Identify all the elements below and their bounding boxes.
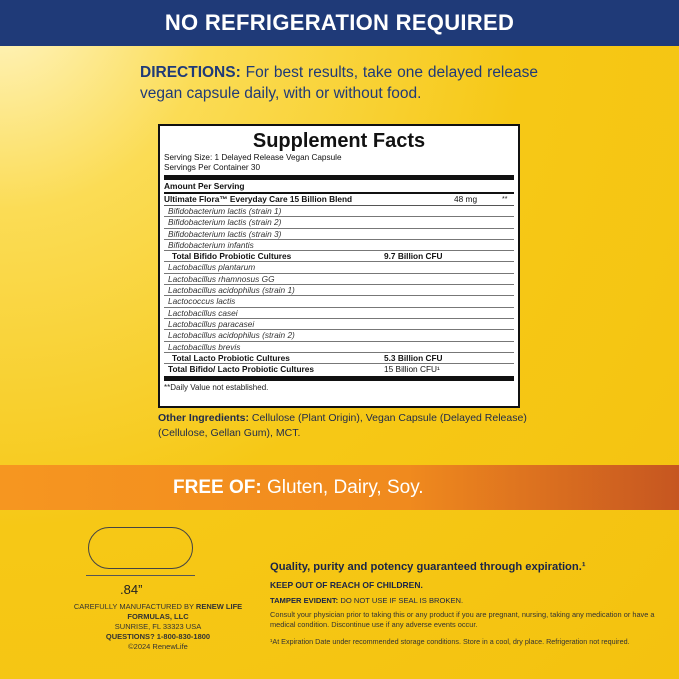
ingredient-row: Lactococcus lactis: [164, 296, 514, 307]
free-of-text: [173, 477, 424, 499]
capsule-outline-icon: [88, 527, 193, 569]
ingredient-row: Lactobacillus paracasei: [164, 319, 514, 330]
manufacturer-line-4: ©2024 RenewLife: [128, 642, 188, 651]
blend-amount: 48 mg: [454, 194, 478, 204]
manufacturer-line-2: SUNRISE, FL 33323 USA: [114, 622, 202, 631]
free-of-banner: [0, 465, 679, 510]
manufacturer-line-3: QUESTIONS? 1-800-830-1800: [105, 632, 211, 641]
capsule-size: .84”: [120, 582, 143, 597]
manufacturer-line-1: CAREFULLY MANUFACTURED BY RENEW LIFE FORMULAS, LLC: [73, 602, 243, 621]
product-notices: [270, 560, 665, 647]
grand-total-value: 15 Billion CFU¹: [384, 364, 440, 375]
supplement-facts-panel: [158, 124, 520, 408]
amount-per-serving: Amount Per Serving: [164, 181, 245, 191]
ingredient-row: Lactobacillus acidophilus (strain 1): [164, 285, 514, 296]
directions-text: For best results, take one delayed release vegan capsule daily, with or without food.: [140, 64, 538, 102]
other-ingredients-text: Cellulose (Plant Origin), Vegan Capsule (Delayed Release) (Cellulose, Gellan Gum), MCT.: [158, 412, 527, 439]
free-of-label: FREE OF:: [173, 476, 262, 498]
lacto-total-value: 5.3 Billion CFU: [384, 352, 443, 363]
blend-row: [164, 194, 514, 206]
ingredient-row: Lactobacillus casei: [164, 308, 514, 319]
servings-per-container: Servings Per Container 30: [164, 163, 261, 172]
directions: [140, 62, 538, 104]
other-ingredients: [158, 411, 530, 441]
ingredient-row: Bifidobacterium infantis: [164, 240, 514, 251]
manufacturer-info: [58, 602, 258, 652]
banner-text: NO REFRIGERATION REQUIRED: [164, 10, 515, 35]
grand-total-row: Total Bifido/ Lacto Probiotic Cultures 15 Billion CFU¹: [164, 364, 514, 374]
keep-out-warning: KEEP OUT OF REACH OF CHILDREN.: [270, 580, 423, 590]
directions-label: DIRECTIONS:: [140, 64, 241, 81]
ingredient-row: Bifidobacterium lactis (strain 2): [164, 217, 514, 228]
ingredient-row: Bifidobacterium lactis (strain 1): [164, 206, 514, 217]
bifido-total-row: Total Bifido Probiotic Cultures 9.7 Billion CFU: [164, 251, 514, 262]
ingredient-row: Lactobacillus plantarum: [164, 262, 514, 273]
top-banner: [0, 0, 679, 46]
free-of-list: Gluten, Dairy, Soy.: [261, 476, 424, 498]
expiration-note: ¹At Expiration Date under recommended storage conditions. Store in a cool, dry place. Refrigeration not required.: [270, 637, 630, 646]
lacto-total-row: Total Lacto Probiotic Cultures 5.3 Billion CFU: [164, 353, 514, 364]
consult-warning: Consult your physician prior to taking this or any product if you are pregnant, nursing, taking any medication or have a medical condition. Discontinue use if any adverse events occur.: [270, 610, 655, 629]
ingredient-row: Bifidobacterium lactis (strain 3): [164, 229, 514, 240]
bifido-total-value: 9.7 Billion CFU: [384, 251, 443, 262]
facts-footnote: **Daily Value not established.: [164, 376, 514, 393]
ingredient-row: Lactobacillus brevis: [164, 342, 514, 353]
serving-size: Serving Size: 1 Delayed Release Vegan Capsule: [164, 153, 342, 162]
quality-statement: Quality, purity and potency guaranteed through expiration.¹: [270, 561, 586, 573]
blend-dv: **: [502, 196, 508, 203]
capsule-measure-line: [86, 575, 195, 576]
facts-title: Supplement Facts: [252, 130, 426, 152]
other-ingredients-label: Other Ingredients:: [158, 412, 250, 424]
tamper-warning: TAMPER EVIDENT: DO NOT USE IF SEAL IS BROKEN.: [270, 596, 464, 605]
ingredient-row: Lactobacillus rhamnosus GG: [164, 274, 514, 285]
ingredient-row: Lactobacillus acidophilus (strain 2): [164, 330, 514, 341]
blend-name: Ultimate Flora™ Everyday Care 15 Billion Blend: [164, 194, 353, 204]
